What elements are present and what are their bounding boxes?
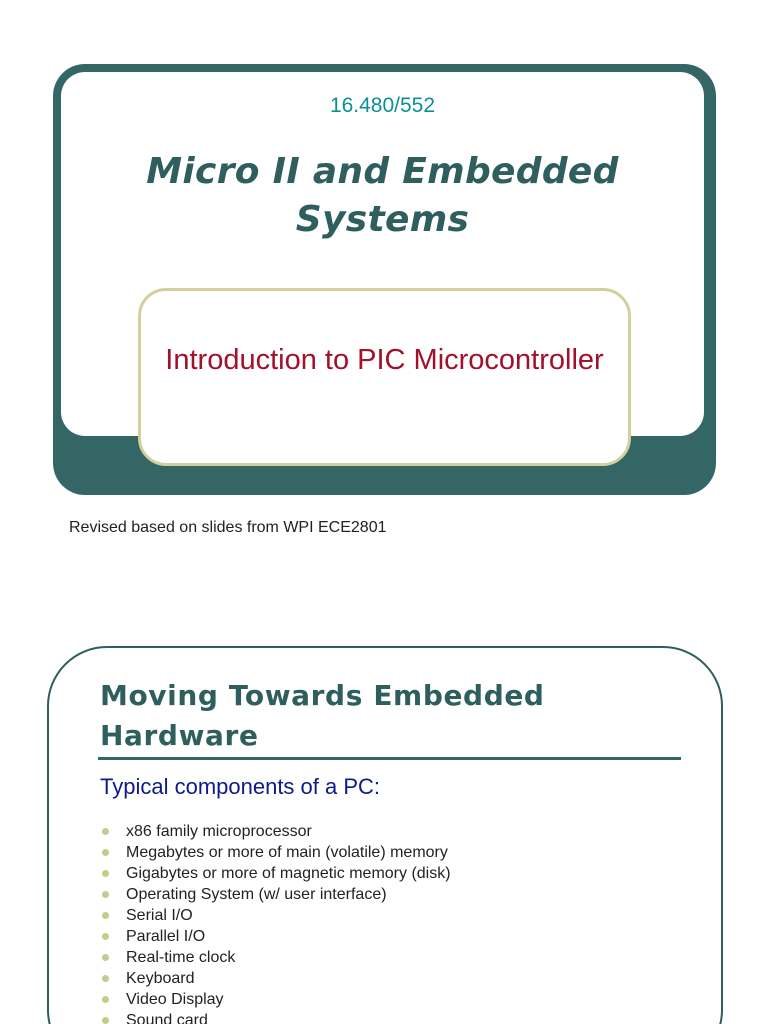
list-item bbox=[102, 884, 451, 905]
list-item bbox=[102, 905, 451, 926]
bullet-icon bbox=[102, 954, 109, 961]
bullet-icon bbox=[102, 891, 109, 898]
bullet-text: Real-time clock bbox=[126, 949, 236, 966]
bullet-icon bbox=[102, 849, 109, 856]
list-item bbox=[102, 968, 451, 989]
bullet-icon bbox=[102, 912, 109, 919]
bullet-text: Keyboard bbox=[126, 970, 195, 987]
bullet-text: Megabytes or more of main (volatile) memory bbox=[126, 844, 448, 861]
course-number: 16.480/552 bbox=[329, 94, 436, 117]
slide-1-subtitle: Introduction to PIC Microcontroller bbox=[165, 344, 604, 376]
bullet-text: Parallel I/O bbox=[126, 928, 206, 945]
list-item bbox=[102, 1010, 451, 1024]
bullet-list bbox=[102, 821, 451, 1024]
bullet-icon bbox=[102, 870, 109, 877]
list-item bbox=[102, 926, 451, 947]
revised-note: Revised based on slides from WPI ECE2801 bbox=[69, 519, 387, 536]
bullet-text: Serial I/O bbox=[126, 907, 193, 924]
list-item bbox=[102, 989, 451, 1010]
bullet-icon bbox=[102, 933, 109, 940]
bullet-text: x86 family microprocessor bbox=[126, 823, 312, 840]
bullet-icon bbox=[102, 828, 109, 835]
title-divider bbox=[98, 757, 681, 760]
bullet-text: Sound card bbox=[126, 1012, 208, 1024]
list-item bbox=[102, 863, 451, 884]
list-item bbox=[102, 842, 451, 863]
bullet-icon bbox=[102, 996, 109, 1003]
bullet-icon bbox=[102, 975, 109, 982]
bullet-text: Video Display bbox=[126, 991, 224, 1008]
slide-2-title: Moving Towards Embedded Hardware bbox=[100, 679, 545, 752]
bullet-icon bbox=[102, 1017, 109, 1024]
slide-2-subheading: Typical components of a PC: bbox=[100, 774, 381, 799]
list-item bbox=[102, 821, 451, 842]
slide-1-title: Micro II and Embedded Systems bbox=[146, 151, 619, 240]
list-item bbox=[102, 947, 451, 968]
bullet-text: Gigabytes or more of magnetic memory (disk) bbox=[126, 865, 451, 882]
bullet-text: Operating System (w/ user interface) bbox=[126, 886, 387, 903]
